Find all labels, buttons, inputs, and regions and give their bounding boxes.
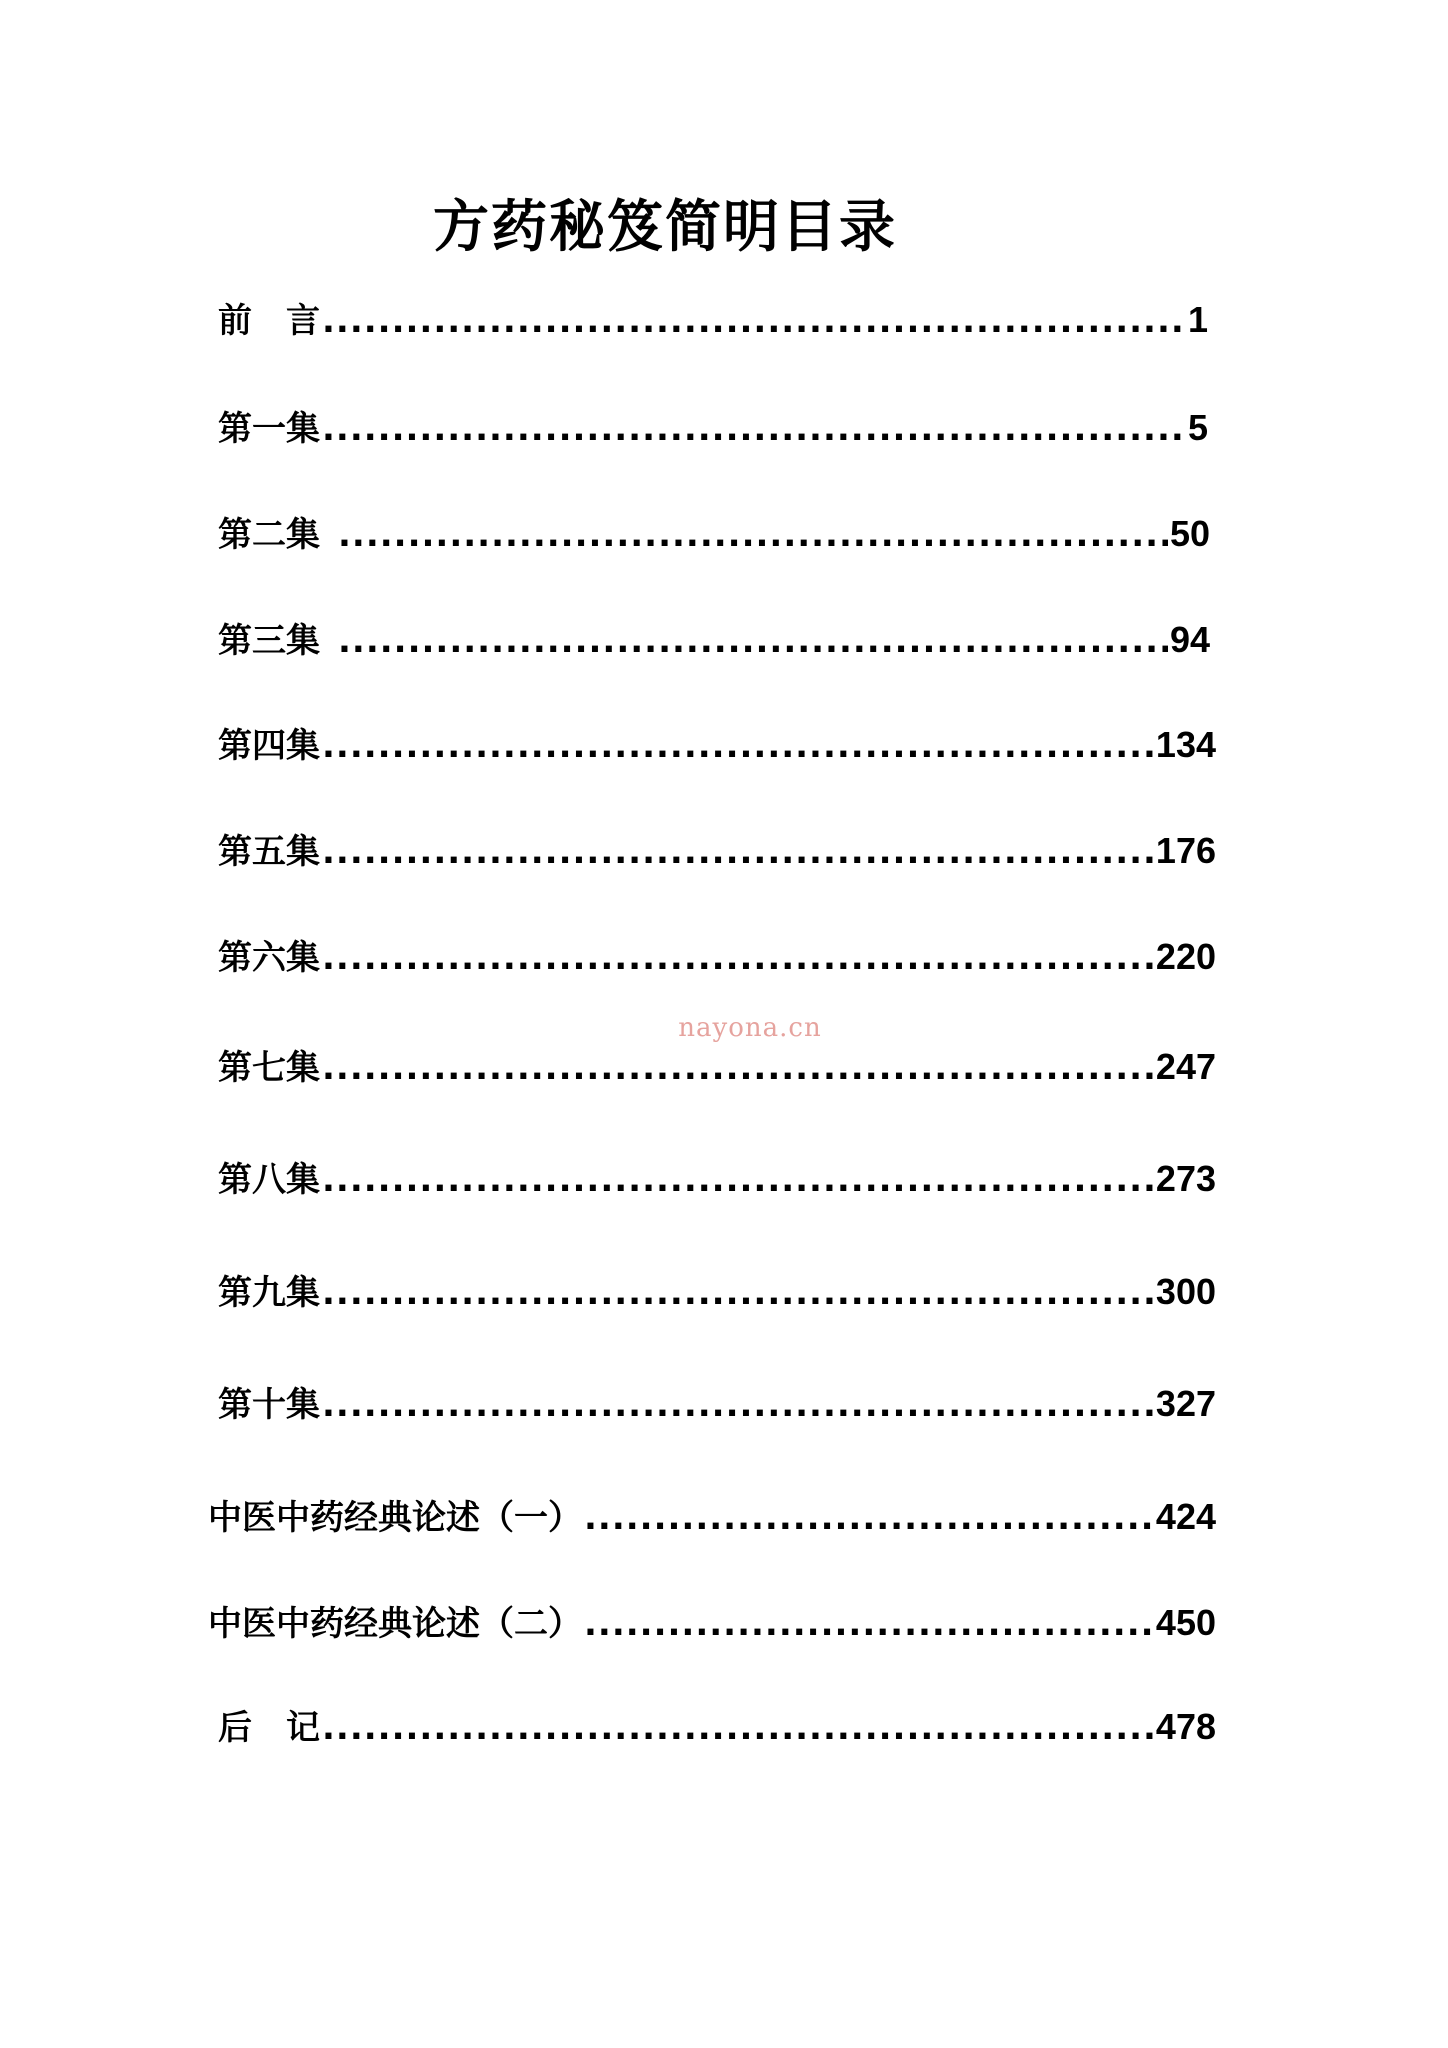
toc-page-number: 273 xyxy=(1155,1158,1216,1199)
toc-entry-vol-1[interactable] xyxy=(218,398,1208,458)
document-title: 方药秘笈简明目录 xyxy=(433,195,897,260)
toc-leader-dots xyxy=(322,291,1186,350)
toc-entry-classics-1[interactable] xyxy=(208,1487,1216,1547)
toc-label: 第三集 xyxy=(218,621,320,661)
toc-entry-preface[interactable] xyxy=(218,290,1208,350)
toc-page-number: 478 xyxy=(1155,1706,1216,1747)
toc-entry-afterword[interactable] xyxy=(218,1697,1216,1757)
toc-leader-dots xyxy=(322,1698,1154,1757)
toc-entry-vol-7[interactable] xyxy=(218,1037,1216,1097)
toc-label: 中医中药经典论述（一） xyxy=(208,1498,582,1538)
toc-page-number: 450 xyxy=(1155,1602,1216,1643)
toc-leader-dots xyxy=(338,611,1168,670)
toc-page-number: 247 xyxy=(1155,1046,1216,1087)
toc-entry-vol-6[interactable] xyxy=(218,927,1216,987)
toc-label: 第八集 xyxy=(218,1160,320,1200)
toc-label: 第六集 xyxy=(218,938,320,978)
toc-label: 第二集 xyxy=(218,515,320,555)
toc-page-number: 50 xyxy=(1169,513,1210,554)
toc-entry-vol-3[interactable] xyxy=(218,610,1210,670)
toc-label: 第九集 xyxy=(218,1273,320,1313)
toc-leader-dots xyxy=(322,822,1154,881)
toc-page-number: 424 xyxy=(1155,1496,1216,1537)
toc-label: 前 言 xyxy=(218,301,320,341)
toc-page-number: 5 xyxy=(1187,407,1208,448)
toc-entry-classics-2[interactable] xyxy=(208,1593,1216,1653)
toc-leader-dots xyxy=(322,1150,1154,1209)
toc-label: 中医中药经典论述（二） xyxy=(208,1604,582,1644)
toc-leader-dots xyxy=(322,1263,1154,1322)
toc-entry-vol-8[interactable] xyxy=(218,1149,1216,1209)
toc-label: 后 记 xyxy=(218,1708,320,1748)
toc-page-number: 94 xyxy=(1169,619,1210,660)
toc-entry-vol-10[interactable] xyxy=(218,1374,1216,1434)
toc-leader-dots xyxy=(584,1488,1154,1547)
toc-label: 第五集 xyxy=(218,832,320,872)
toc-page-number: 327 xyxy=(1155,1383,1216,1424)
toc-label: 第四集 xyxy=(218,726,320,766)
toc-entry-vol-9[interactable] xyxy=(218,1262,1216,1322)
toc-entry-vol-2[interactable] xyxy=(218,504,1210,564)
toc-page-number: 176 xyxy=(1155,830,1216,871)
toc-entry-vol-4[interactable] xyxy=(218,715,1216,775)
toc-leader-dots xyxy=(584,1594,1154,1653)
toc-leader-dots xyxy=(322,1375,1154,1434)
toc-page-number: 300 xyxy=(1155,1271,1216,1312)
toc-leader-dots xyxy=(322,716,1154,775)
toc-leader-dots xyxy=(322,1038,1154,1097)
toc-leader-dots xyxy=(338,505,1168,564)
toc-page-number: 220 xyxy=(1155,936,1216,977)
toc-label: 第十集 xyxy=(218,1385,320,1425)
toc-page-number: 134 xyxy=(1155,724,1216,765)
toc-label: 第七集 xyxy=(218,1048,320,1088)
toc-page-number: 1 xyxy=(1187,299,1208,340)
watermark: nayona.cn xyxy=(678,1013,822,1043)
toc-leader-dots xyxy=(322,399,1186,458)
toc-entry-vol-5[interactable] xyxy=(218,821,1216,881)
toc-label: 第一集 xyxy=(218,409,320,449)
toc-leader-dots xyxy=(322,928,1154,987)
